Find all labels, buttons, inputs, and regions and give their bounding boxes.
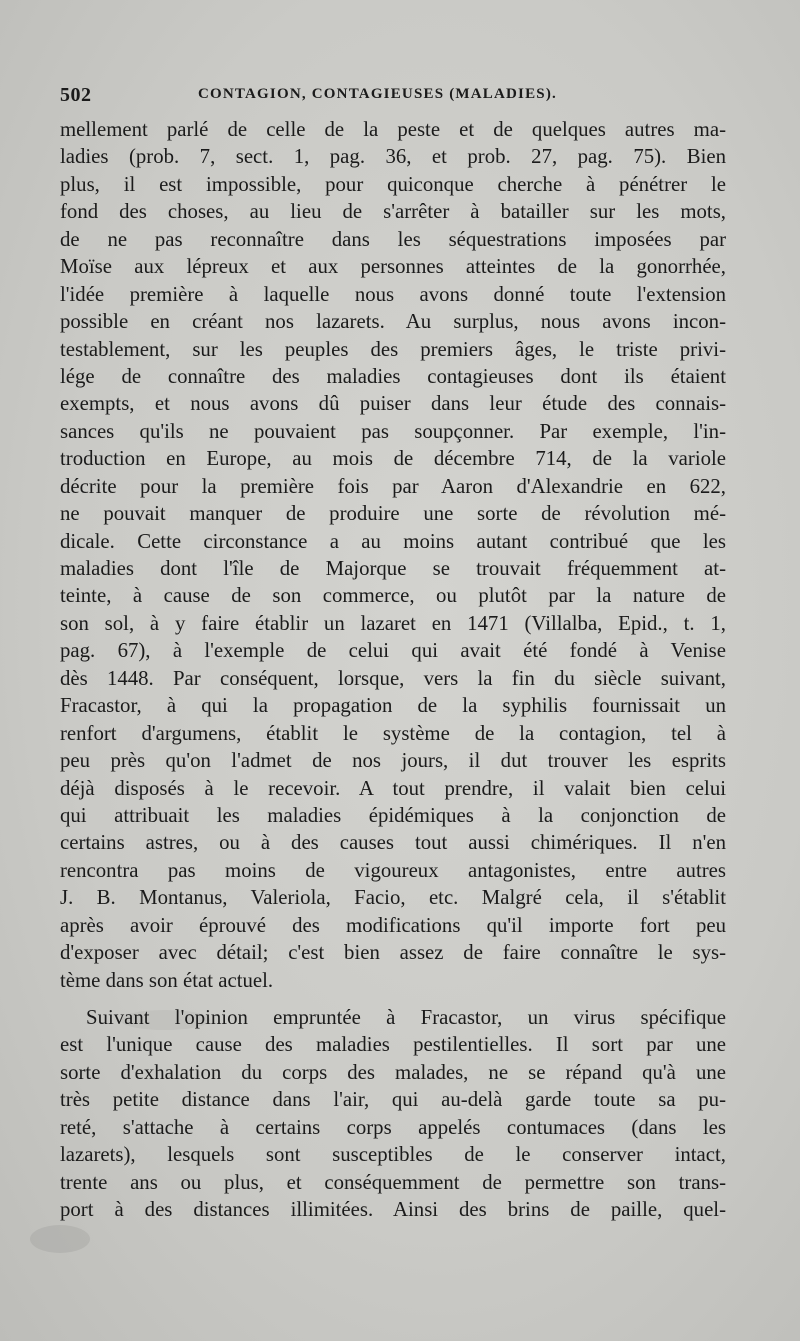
text-line: lazarets), lesquels sont susceptibles de le conserver intact, [60,1143,726,1167]
text-line: dès 1448. Par conséquent, lorsque, vers la fin du siècle suivant, [60,666,726,690]
text-line: testablement, sur les peuples des premiers âges, le triste privi- [60,337,726,361]
text-line: port à des distances illimitées. Ainsi des brins de paille, quel- [60,1198,726,1222]
text-line: tème dans son état actuel. [60,968,274,992]
text-line: lége de connaître des maladies contagieuses dont ils étaient [60,364,726,388]
text-line: sances qu'ils ne pouvaient pas soupçonner. Par exemple, l'in- [60,419,726,443]
text-line: très petite distance dans l'air, qui au-delà garde toute sa pu- [60,1088,726,1112]
text-line: fond des choses, au lieu de s'arrêter à batailler sur les mots, [60,200,726,224]
text-line: décrite pour la première fois par Aaron d'Alexandrie en 622, [60,474,726,498]
text-line: renfort d'argumens, établit le système de la contagion, tel à [60,721,726,745]
text-line: ladies (prob. 7, sect. 1, pag. 36, et prob. 27, pag. 75). Bien [60,145,726,169]
text-line: mellement parlé de celle de la peste et de quelques autres ma- [60,118,726,141]
text-line: pag. 67), à l'exemple de celui qui avait été fondé à Venise [60,639,726,663]
text-line: ne pouvait manquer de produire une sorte de révolution mé- [60,502,726,526]
body-text [60,116,726,1224]
text-line: plus, il est impossible, pour quiconque cherche à pénétrer le [60,172,726,196]
text-line: Suivant l'opinion empruntée à Fracastor, un virus spécifique [86,1006,726,1029]
text-line: teinte, à cause de son commerce, ou plutôt par la nature de [60,584,726,608]
paper-stain [30,1225,90,1253]
paragraph-gap [60,994,726,1004]
text-line: déjà disposés à le recevoir. A tout prendre, il valait bien celui [60,776,726,800]
text-line: est l'unique cause des maladies pestilentielles. Il sort par une [60,1033,726,1057]
text-line: peu près qu'on l'admet de nos jours, il dut trouver les esprits [60,749,726,773]
text-line: dicale. Cette circonstance a au moins autant contribué que les [60,529,726,553]
page-number: 502 [60,84,92,106]
text-line: son sol, à y faire établir un lazaret en 1471 (Villalba, Epid., t. 1, [60,611,726,635]
text-line: possible en créant nos lazarets. Au surplus, nous avons incon- [60,310,726,334]
text-line: après avoir éprouvé des modifications qu'il importe fort peu [60,913,726,937]
text-line: sorte d'exhalation du corps des malades, ne se répand qu'à une [60,1060,726,1084]
text-line: maladies dont l'île de Majorque se trouvait fréquemment at- [60,557,726,580]
text-line: troduction en Europe, au mois de décembre 714, de la variole [60,447,726,471]
text-line: certains astres, ou à des causes tout aussi chimériques. Il n'en [60,831,726,855]
text-line: l'idée première à laquelle nous avons donné toute l'extension [60,282,726,306]
text-line: trente ans ou plus, et conséquemment de permettre son trans- [60,1170,726,1194]
page-header [60,84,730,110]
text-line: qui attribuait les maladies épidémiques à la conjonction de [60,803,726,827]
text-line: reté, s'attache à certains corps appelés contumaces (dans les [60,1115,726,1139]
text-line: J. B. Montanus, Valeriola, Facio, etc. Malgré cela, il s'établit [60,886,726,910]
text-line: Moïse aux lépreux et aux personnes atteintes de la gonorrhée, [60,255,726,279]
text-line: de ne pas reconnaître dans les séquestrations imposées par [60,227,726,251]
text-line: Fracastor, à qui la propagation de la syphilis fournissait un [60,694,726,718]
text-line: rencontra pas moins de vigoureux antagonistes, entre autres [60,858,726,882]
running-head: CONTAGION, CONTAGIEUSES (MALADIES). [198,86,557,102]
text-line: exempts, et nous avons dû puiser dans leur étude des connais- [60,392,726,416]
text-line: d'exposer avec détail; c'est bien assez de faire connaître le sys- [60,941,726,965]
